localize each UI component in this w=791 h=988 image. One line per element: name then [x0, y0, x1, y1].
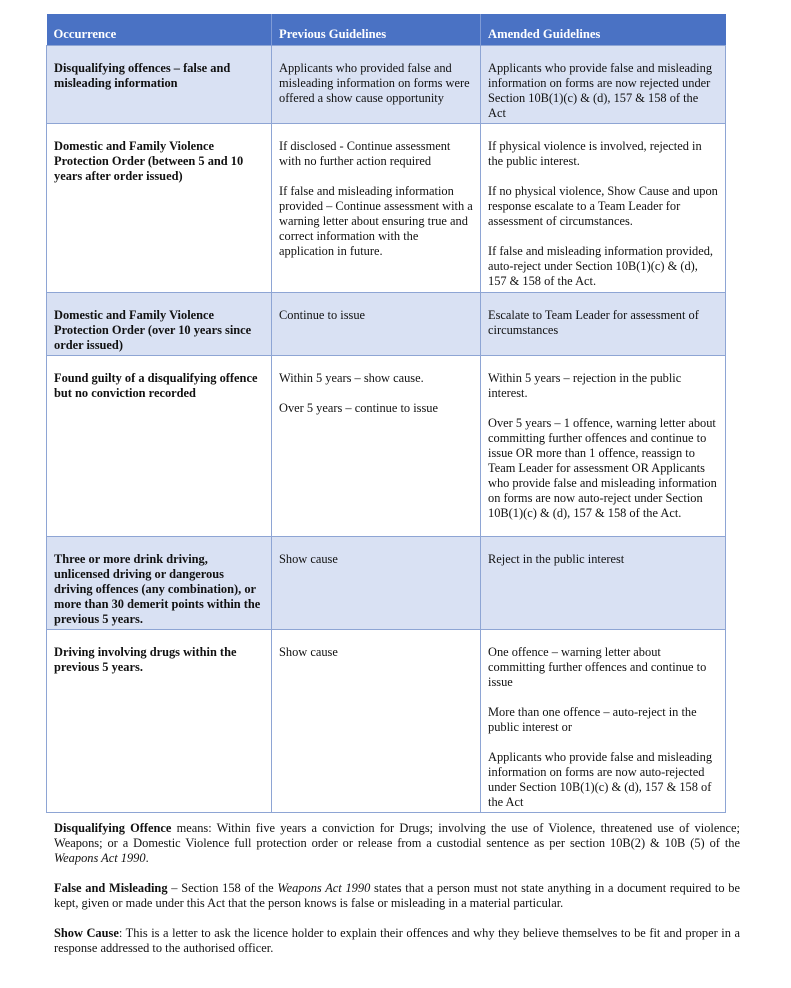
previous-paragraph: Continue to issue — [279, 307, 366, 322]
act-reference: Weapons Act 1990 — [277, 881, 371, 895]
amended-paragraph: Over 5 years – 1 offence, warning letter about committing further offences and continue to issue OR more than 1 offence, reassign to Team Leader for assessment OR Applicants who provide false and misleading information on forms are now auto-reject under Section 10B(1)(c) & (d), 157 & 158 of the Act. — [488, 415, 717, 520]
amended-cell — [481, 45, 726, 123]
guidelines-table — [46, 14, 726, 813]
definition-term: False and Misleading — [54, 881, 168, 895]
definition-show-cause — [54, 926, 740, 956]
amended-paragraph: If no physical violence, Show Cause and upon response escalate to a Team Leader for assessment of circumstances. — [488, 183, 718, 228]
previous-paragraph: Applicants who provided false and misleading information on forms were offered a show cause opportunity — [279, 60, 470, 105]
definition-text: states that a person must not state anything in a document required to be kept, given or made under this Act that the person knows is false or misleading in a material particular. — [54, 881, 740, 910]
amended-cell — [481, 536, 726, 629]
table-row — [47, 355, 726, 536]
table-row — [47, 629, 726, 812]
definitions-section — [54, 821, 740, 971]
previous-paragraph: Show cause — [279, 644, 338, 659]
definition-text: – Section 158 of the — [167, 881, 278, 895]
previous-paragraph: Within 5 years – show cause. — [279, 370, 424, 385]
header-amended-guidelines: Amended Guidelines — [481, 14, 726, 45]
previous-cell — [272, 45, 481, 123]
definition-disqualifying-offence — [54, 821, 740, 866]
table-row — [47, 45, 726, 123]
amended-paragraph: Applicants who provide false and misleading information on forms are now rejected under Section 10B(1)(c) & (d), 157 & 158 of the Act — [488, 60, 713, 120]
definition-text: : This is a letter to ask the licence holder to explain their offences and why they believe themselves to be fit and proper in a response addressed to the authorised officer. — [54, 926, 740, 955]
amended-paragraph: Reject in the public interest — [488, 551, 625, 566]
amended-paragraph: More than one offence – auto-reject in the public interest or — [488, 704, 697, 734]
previous-paragraph: Over 5 years – continue to issue — [279, 400, 438, 415]
table-row — [47, 123, 726, 292]
table-row — [47, 292, 726, 355]
definition-text: . — [145, 851, 149, 865]
amended-paragraph: Within 5 years – rejection in the public interest. — [488, 370, 682, 400]
amended-paragraph: Escalate to Team Leader for assessment of circumstances — [488, 307, 699, 337]
previous-cell — [272, 292, 481, 355]
table-row — [47, 536, 726, 629]
previous-paragraph: If disclosed - Continue assessment with no further action required — [279, 138, 451, 168]
previous-paragraph: If false and misleading information provided – Continue assessment with a warning letter about ensuring true and correct information with the application in future. — [279, 183, 473, 258]
definition-term: Show Cause — [54, 926, 119, 940]
amended-cell — [481, 629, 726, 812]
previous-cell — [272, 536, 481, 629]
amended-cell — [481, 292, 726, 355]
definition-text: means: Within five years a conviction for Drugs; involving the use of Violence, threatened use of violence; Weapons; or a Domestic Violence full protection order or release from a custodial sentence as per section 10B(2) & 10B (5) of the — [54, 821, 740, 850]
amended-cell — [481, 123, 726, 292]
previous-cell — [272, 123, 481, 292]
occurrence-cell: Found guilty of a disqualifying offence but no conviction recorded — [47, 355, 272, 536]
header-occurrence: Occurrence — [47, 14, 272, 45]
amended-paragraph: Applicants who provide false and misleading information on forms are now auto-rejected under Section 10B(1)(c) & (d), 157 & 158 of the Act — [488, 749, 713, 809]
occurrence-cell: Disqualifying offences – false and misleading information — [47, 45, 272, 123]
amended-paragraph: One offence – warning letter about committing further offences and continue to issue — [488, 644, 707, 689]
occurrence-cell: Three or more drink driving, unlicensed driving or dangerous driving offences (any combination), or more than 30 demerit points within the previous 5 years. — [47, 536, 272, 629]
definition-term: Disqualifying Offence — [54, 821, 172, 835]
previous-paragraph: Show cause — [279, 551, 338, 566]
amended-paragraph: If physical violence is involved, rejected in the public interest. — [488, 138, 702, 168]
guidelines-document — [46, 14, 725, 813]
amended-cell — [481, 355, 726, 536]
header-previous-guidelines: Previous Guidelines — [272, 14, 481, 45]
act-reference: Weapons Act 1990 — [54, 851, 146, 865]
occurrence-cell: Driving involving drugs within the previous 5 years. — [47, 629, 272, 812]
occurrence-cell: Domestic and Family Violence Protection Order (between 5 and 10 years after order issued) — [47, 123, 272, 292]
amended-paragraph: If false and misleading information provided, auto-reject under Section 10B(1)(c) & (d), 157 & 158 of the Act. — [488, 243, 714, 288]
occurrence-cell: Domestic and Family Violence Protection Order (over 10 years since order issued) — [47, 292, 272, 355]
table-header-row — [47, 14, 726, 45]
previous-cell — [272, 355, 481, 536]
definition-false-and-misleading — [54, 881, 740, 911]
previous-cell — [272, 629, 481, 812]
